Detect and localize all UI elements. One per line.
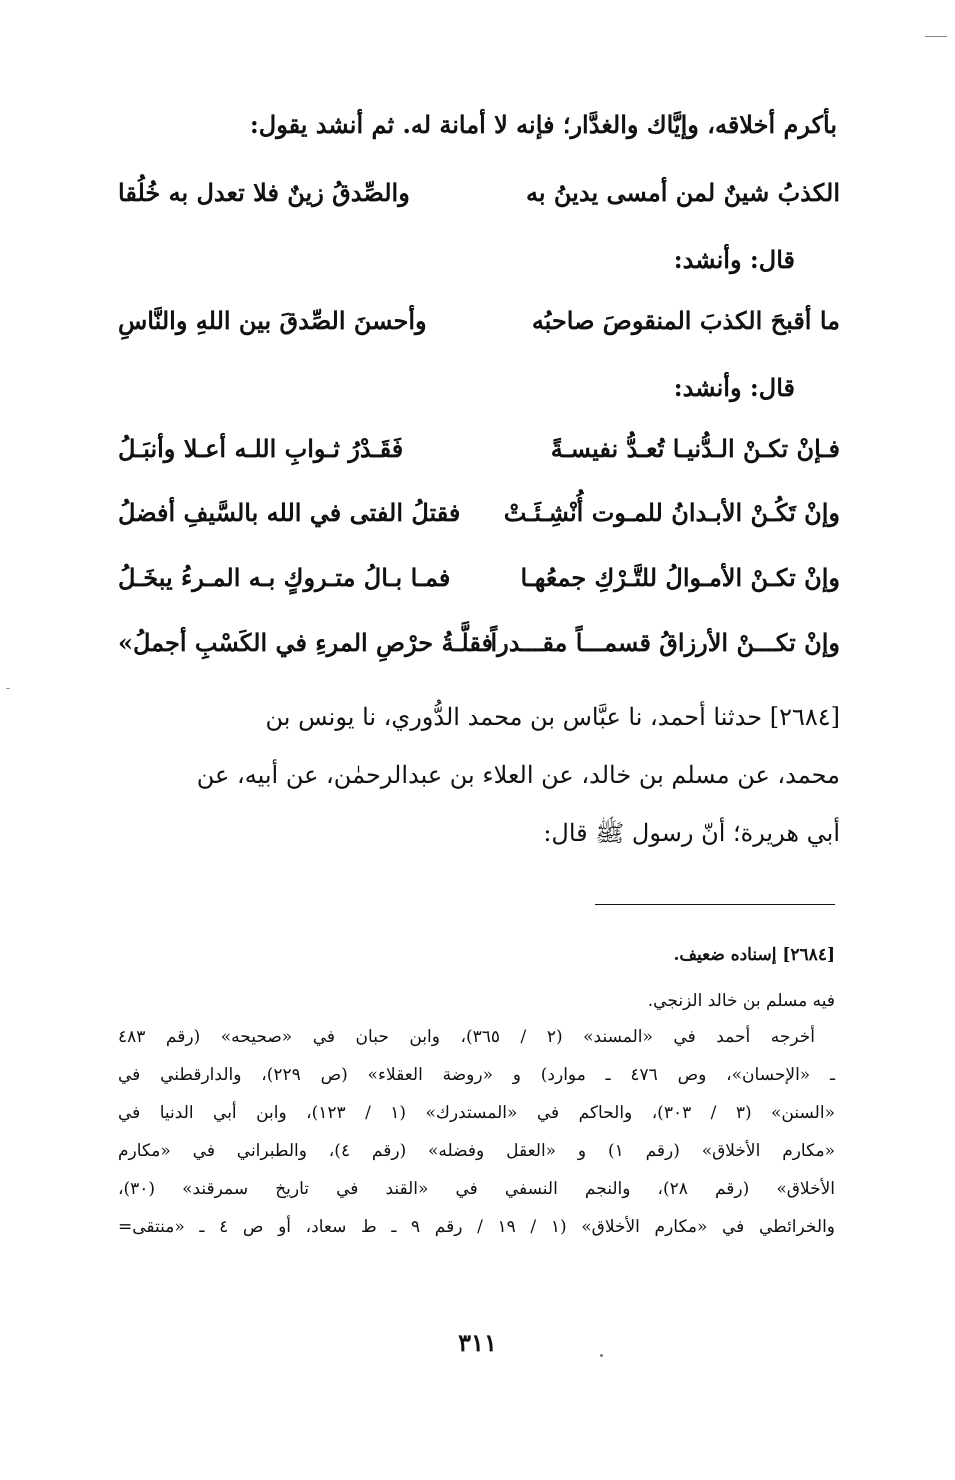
hadith-line: محمد، عن مسلم بن خالد، عن العلاء بن عبدالرحمٰن، عن أبيه، عن	[196, 761, 840, 789]
footnote-line: فيه مسلم بن خالد الزنجي.	[647, 991, 835, 1011]
corner-mark	[925, 36, 947, 37]
page-number: ٣١١	[458, 1328, 497, 1357]
footnote-heading: [٢٦٨٤] إسناده ضعيف.	[673, 945, 835, 965]
verse-first-hemistich: فـإنْ تكـنْ الـدُّنيـا تُعـدُّ نفيسـةً	[550, 434, 840, 463]
verse-second-hemistich: فَقَـدْرُ ثـوابِ اللـه أعـلا وأنبَـلُ	[118, 434, 404, 463]
footnote-line: «مكارم الأخلاق» (رقم ١) و «العقل وفضله» (رقم ٤)، والطبراني في «مكارم	[118, 1141, 835, 1161]
verse-first-hemistich: وإنْ تكـــنْ الأرزاقُ قسمـــاً مقـــدراً	[490, 628, 840, 657]
hadith-line: أبي هريرة؛ أنّ رسول ﷺ قال:	[543, 819, 840, 847]
verse-first-hemistich: ما أقبحَ الكذبَ المنقوصَ صاحبُه	[531, 306, 840, 335]
speck-mark	[600, 1354, 603, 1357]
verse-second-hemistich: فقتلُ الفتى في الله بالسَّيفِ أفضلُ	[118, 498, 461, 527]
intro-line: بأكرم أخلاقه، وإيَّاك والغدَّار؛ فإنه لا أمانة له. ثم أنشد يقول:	[249, 110, 837, 139]
footnote-line: الأخلاق» (رقم ٢٨)، والنجم النسفي في «القند في تاريخ سمرقند» (٣٠)،	[118, 1179, 835, 1199]
verse-introduction: قال: وأنشد:	[673, 245, 795, 274]
footnote-line: والخرائطي في «مكارم الأخلاق» (١ / ١٩ / رقم ٩ ـ ط سعاد، أو ص ٤ ـ «منتقى=	[118, 1217, 835, 1237]
verse-second-hemistich: فمـا بـالُ متـروكٍ بـه المـرءُ يبخَـلُ	[118, 563, 451, 592]
verse-line	[118, 298, 840, 344]
footnote-separator	[595, 904, 835, 905]
verse-first-hemistich: وإنْ تكـنْ الأمـوالُ للتَّـرْكِ جمعُهـا	[520, 563, 840, 592]
footnote-line: أخرجه أحمد في «المسند» (٢ / ٣٦٥)، وابن حبان في «صحيحه» (رقم ٤٨٣	[118, 1027, 815, 1047]
verse-second-hemistich: والصِّدقُ زينٌ فلا تعدل به خُلُقا	[118, 178, 410, 207]
footnote-line: «السنن» (٣ / ٣٠٣)، والحاكم في «المستدرك» (١ / ١٢٣)، وابن أبي الدنيا في	[118, 1103, 835, 1123]
verse-line	[118, 170, 840, 216]
verse-first-hemistich: الكذبُ شينٌ لمن أمسى يدينُ به	[526, 178, 840, 207]
verse-second-hemistich: وأحسنَ الصِّدقَ بين اللهِ والنَّاسِ	[118, 306, 427, 335]
margin-mark	[6, 688, 10, 689]
verse-introduction: قال: وأنشد:	[673, 373, 795, 402]
verse-line	[118, 490, 840, 536]
footnote-paragraph	[118, 1018, 835, 1246]
footnote-line: ـ «الإحسان»، وص ٤٧٦ ـ موارد) و «روضة العقلاء» (ص ٢٢٩)، والدارقطني في	[118, 1065, 835, 1085]
hadith-line: [٢٦٨٤] حدثنا أحمد، نا عبَّاس بن محمد الدُّوري، نا يونس بن	[265, 703, 840, 731]
verse-first-hemistich: وإنْ تَكُـنْ الأبـدانُ للمـوت أُنْشِـئَـتْ	[503, 498, 840, 527]
verse-second-hemistich: فقلَّـةُ حرْصِ المرءِ في الكَسْبِ أجملُ»	[118, 628, 493, 657]
verse-line	[118, 620, 840, 666]
verse-line	[118, 555, 840, 601]
hadith-paragraph	[118, 688, 840, 862]
verse-line	[118, 426, 840, 472]
